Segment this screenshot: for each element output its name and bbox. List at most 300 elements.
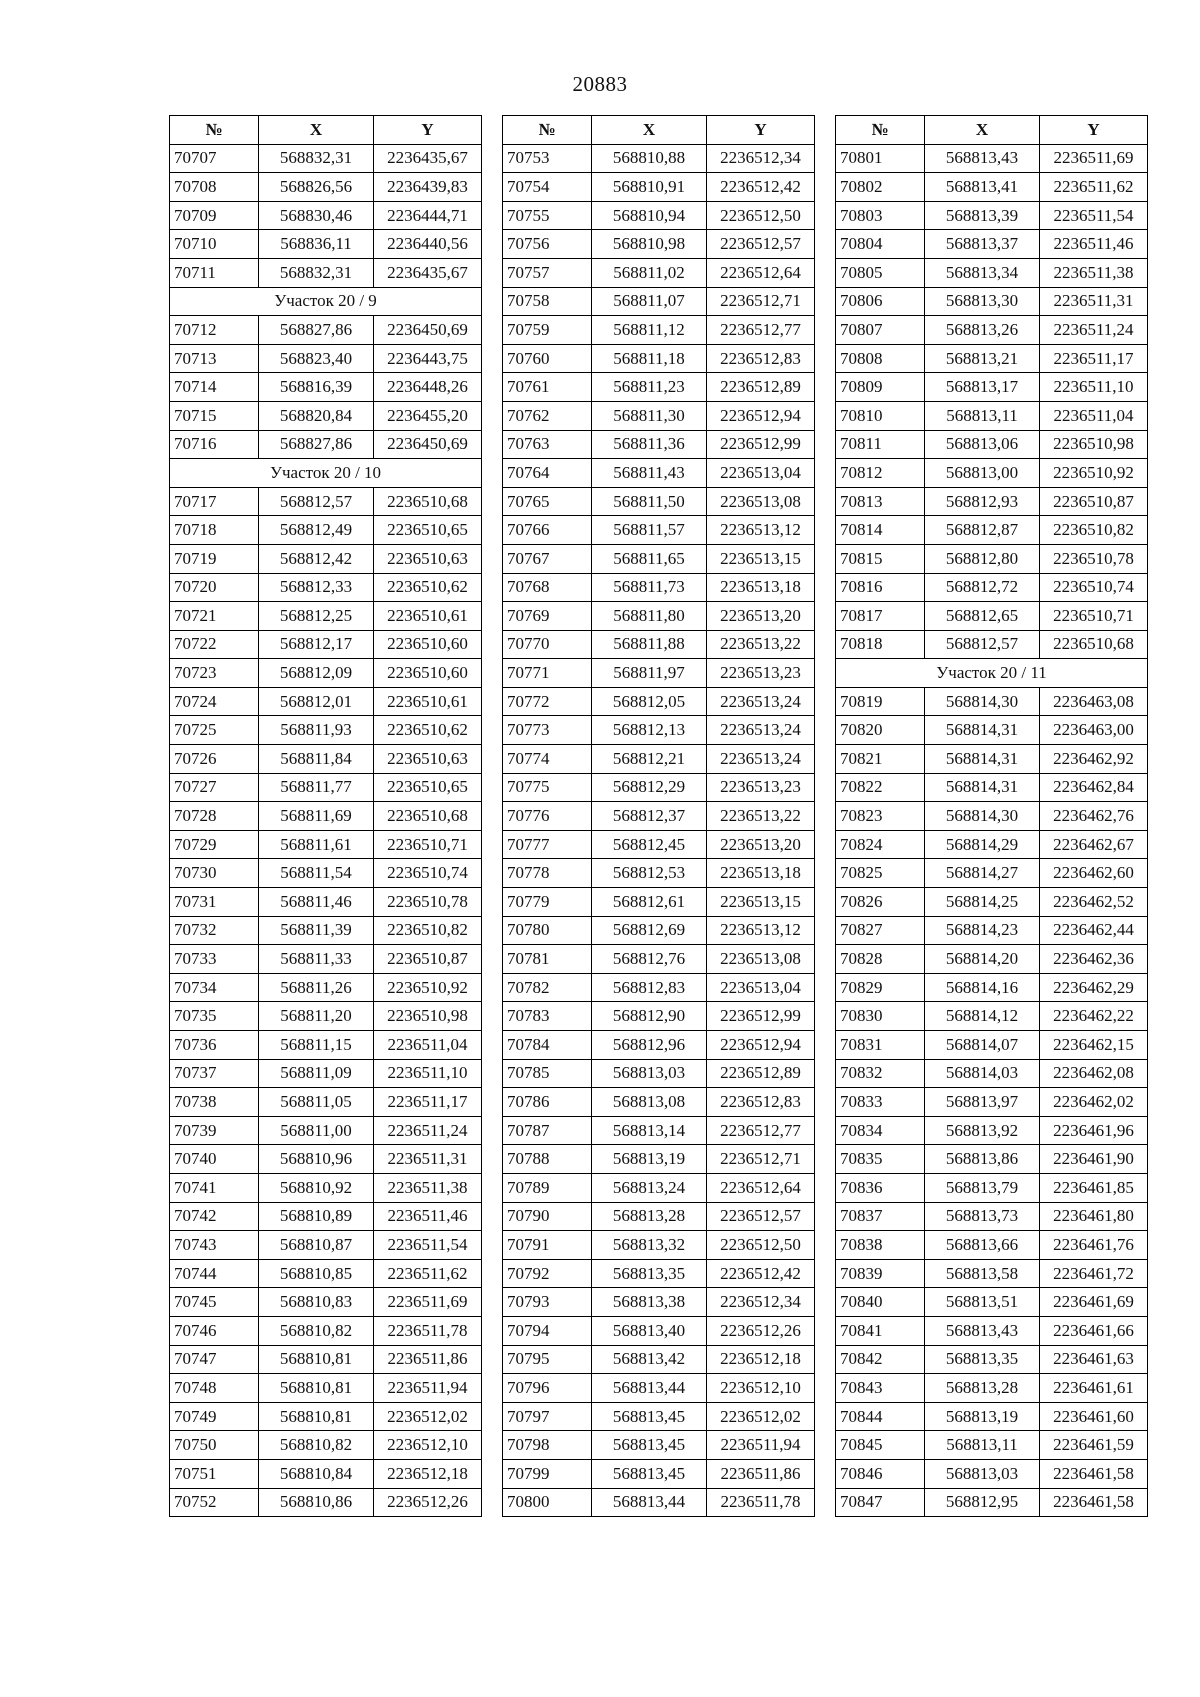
table-row <box>836 1431 1148 1460</box>
y-coordinate-cell: 2236461,59 <box>1040 1431 1148 1460</box>
y-coordinate-cell: 2236511,17 <box>374 1088 482 1117</box>
y-coordinate-cell: 2236462,52 <box>1040 888 1148 917</box>
table-row <box>170 373 482 402</box>
point-number-cell: 70816 <box>836 573 925 602</box>
table-row <box>503 1116 815 1145</box>
x-coordinate-cell: 568811,36 <box>592 430 707 459</box>
x-coordinate-cell: 568813,92 <box>925 1116 1040 1145</box>
point-number-cell: 70728 <box>170 802 259 831</box>
point-number-cell: 70796 <box>503 1374 592 1403</box>
y-coordinate-cell: 2236510,63 <box>374 745 482 774</box>
y-coordinate-cell: 2236513,24 <box>707 687 815 716</box>
table-row <box>170 1116 482 1145</box>
x-coordinate-cell: 568813,35 <box>592 1259 707 1288</box>
x-coordinate-cell: 568811,07 <box>592 287 707 316</box>
table-row <box>170 745 482 774</box>
table-row <box>170 316 482 345</box>
table-row <box>836 1088 1148 1117</box>
point-number-cell: 70738 <box>170 1088 259 1117</box>
point-number-cell: 70833 <box>836 1088 925 1117</box>
table-row <box>836 802 1148 831</box>
point-number-cell: 70725 <box>170 716 259 745</box>
y-coordinate-cell: 2236511,24 <box>374 1116 482 1145</box>
point-number-cell: 70764 <box>503 459 592 488</box>
y-coordinate-cell: 2236450,69 <box>374 430 482 459</box>
table-row <box>836 945 1148 974</box>
y-coordinate-cell: 2236461,80 <box>1040 1202 1148 1231</box>
y-coordinate-cell: 2236461,72 <box>1040 1259 1148 1288</box>
x-coordinate-cell: 568814,31 <box>925 773 1040 802</box>
coordinates-table <box>169 115 482 1517</box>
y-coordinate-cell: 2236462,84 <box>1040 773 1148 802</box>
y-coordinate-cell: 2236513,12 <box>707 916 815 945</box>
x-coordinate-cell: 568811,23 <box>592 373 707 402</box>
table-row <box>836 716 1148 745</box>
y-coordinate-cell: 2236461,76 <box>1040 1231 1148 1260</box>
y-coordinate-cell: 2236513,24 <box>707 745 815 774</box>
x-coordinate-cell: 568813,00 <box>925 459 1040 488</box>
table-row <box>836 258 1148 287</box>
table-row <box>836 602 1148 631</box>
y-coordinate-cell: 2236512,26 <box>374 1488 482 1517</box>
table-row <box>503 888 815 917</box>
y-coordinate-cell: 2236461,90 <box>1040 1145 1148 1174</box>
section-row <box>836 659 1148 688</box>
table-row <box>503 1259 815 1288</box>
x-coordinate-cell: 568810,82 <box>259 1431 374 1460</box>
table-row <box>836 916 1148 945</box>
point-number-cell: 70824 <box>836 830 925 859</box>
point-number-cell: 70740 <box>170 1145 259 1174</box>
table-row <box>170 1316 482 1345</box>
y-coordinate-cell: 2236512,77 <box>707 1116 815 1145</box>
y-coordinate-cell: 2236462,60 <box>1040 859 1148 888</box>
y-coordinate-cell: 2236510,82 <box>374 916 482 945</box>
table-row <box>836 888 1148 917</box>
x-coordinate-cell: 568811,84 <box>259 745 374 774</box>
table-row <box>503 144 815 173</box>
y-coordinate-cell: 2236513,24 <box>707 716 815 745</box>
y-coordinate-cell: 2236510,71 <box>1040 602 1148 631</box>
point-number-cell: 70795 <box>503 1345 592 1374</box>
y-coordinate-cell: 2236511,04 <box>1040 401 1148 430</box>
point-number-cell: 70841 <box>836 1316 925 1345</box>
y-coordinate-cell: 2236512,71 <box>707 1145 815 1174</box>
point-number-cell: 70767 <box>503 544 592 573</box>
point-number-cell: 70831 <box>836 1031 925 1060</box>
y-coordinate-cell: 2236462,44 <box>1040 916 1148 945</box>
table-row <box>503 1231 815 1260</box>
point-number-cell: 70815 <box>836 544 925 573</box>
point-number-cell: 70744 <box>170 1259 259 1288</box>
x-coordinate-cell: 568813,51 <box>925 1288 1040 1317</box>
point-number-cell: 70712 <box>170 316 259 345</box>
x-coordinate-cell: 568836,11 <box>259 230 374 259</box>
point-number-cell: 70787 <box>503 1116 592 1145</box>
x-coordinate-cell: 568813,30 <box>925 287 1040 316</box>
x-coordinate-cell: 568813,32 <box>592 1231 707 1260</box>
point-number-cell: 70819 <box>836 687 925 716</box>
coordinates-table <box>502 115 815 1517</box>
table-row <box>836 1402 1148 1431</box>
x-coordinate-cell: 568812,57 <box>259 487 374 516</box>
x-coordinate-cell: 568812,80 <box>925 544 1040 573</box>
point-number-cell: 70753 <box>503 144 592 173</box>
table-row <box>503 687 815 716</box>
point-number-cell: 70715 <box>170 401 259 430</box>
x-coordinate-cell: 568810,98 <box>592 230 707 259</box>
point-number-cell: 70845 <box>836 1431 925 1460</box>
table-row <box>503 945 815 974</box>
y-coordinate-cell: 2236510,63 <box>374 544 482 573</box>
x-coordinate-cell: 568812,33 <box>259 573 374 602</box>
point-number-cell: 70751 <box>170 1459 259 1488</box>
table-row <box>503 1288 815 1317</box>
y-coordinate-cell: 2236462,36 <box>1040 945 1148 974</box>
point-number-cell: 70758 <box>503 287 592 316</box>
table-row <box>170 630 482 659</box>
table-row <box>503 401 815 430</box>
x-coordinate-cell: 568813,28 <box>592 1202 707 1231</box>
table-row <box>503 1031 815 1060</box>
point-number-cell: 70820 <box>836 716 925 745</box>
y-coordinate-cell: 2236443,75 <box>374 344 482 373</box>
y-coordinate-cell: 2236512,83 <box>707 344 815 373</box>
x-coordinate-cell: 568812,25 <box>259 602 374 631</box>
x-coordinate-cell: 568811,57 <box>592 516 707 545</box>
point-number-cell: 70783 <box>503 1002 592 1031</box>
point-number-cell: 70793 <box>503 1288 592 1317</box>
table-row <box>170 1031 482 1060</box>
x-coordinate-cell: 568811,97 <box>592 659 707 688</box>
y-coordinate-cell: 2236512,18 <box>374 1459 482 1488</box>
x-coordinate-cell: 568810,88 <box>592 144 707 173</box>
x-coordinate-cell: 568812,45 <box>592 830 707 859</box>
x-coordinate-cell: 568812,65 <box>925 602 1040 631</box>
x-coordinate-cell: 568812,21 <box>592 745 707 774</box>
y-coordinate-cell: 2236510,60 <box>374 630 482 659</box>
table-row <box>170 516 482 545</box>
x-coordinate-cell: 568813,37 <box>925 230 1040 259</box>
x-coordinate-cell: 568813,45 <box>592 1402 707 1431</box>
table-row <box>170 544 482 573</box>
x-coordinate-cell: 568811,54 <box>259 859 374 888</box>
x-coordinate-cell: 568813,11 <box>925 1431 1040 1460</box>
x-coordinate-cell: 568810,81 <box>259 1374 374 1403</box>
x-coordinate-cell: 568813,26 <box>925 316 1040 345</box>
y-coordinate-cell: 2236512,34 <box>707 1288 815 1317</box>
x-coordinate-cell: 568813,17 <box>925 373 1040 402</box>
x-coordinate-cell: 568813,58 <box>925 1259 1040 1288</box>
y-coordinate-cell: 2236512,34 <box>707 144 815 173</box>
x-coordinate-cell: 568811,00 <box>259 1116 374 1145</box>
y-coordinate-cell: 2236512,94 <box>707 1031 815 1060</box>
y-coordinate-cell: 2236462,15 <box>1040 1031 1148 1060</box>
x-coordinate-cell: 568811,18 <box>592 344 707 373</box>
point-number-cell: 70811 <box>836 430 925 459</box>
table-row <box>503 1345 815 1374</box>
table-row <box>503 1402 815 1431</box>
point-number-cell: 70799 <box>503 1459 592 1488</box>
x-coordinate-cell: 568812,87 <box>925 516 1040 545</box>
point-number-cell: 70818 <box>836 630 925 659</box>
x-coordinate-cell: 568813,40 <box>592 1316 707 1345</box>
table-row <box>836 401 1148 430</box>
header-y: Y <box>374 116 482 145</box>
table-row <box>503 1145 815 1174</box>
x-coordinate-cell: 568813,03 <box>592 1059 707 1088</box>
table-row <box>503 1374 815 1403</box>
table-row <box>170 1145 482 1174</box>
point-number-cell: 70707 <box>170 144 259 173</box>
table-row <box>503 573 815 602</box>
y-coordinate-cell: 2236439,83 <box>374 173 482 202</box>
y-coordinate-cell: 2236512,57 <box>707 230 815 259</box>
x-coordinate-cell: 568823,40 <box>259 344 374 373</box>
y-coordinate-cell: 2236510,87 <box>374 945 482 974</box>
point-number-cell: 70839 <box>836 1259 925 1288</box>
table-row <box>503 544 815 573</box>
x-coordinate-cell: 568812,76 <box>592 945 707 974</box>
point-number-cell: 70826 <box>836 888 925 917</box>
table-row <box>503 916 815 945</box>
section-row <box>170 459 482 488</box>
y-coordinate-cell: 2236511,31 <box>374 1145 482 1174</box>
table-row <box>836 1231 1148 1260</box>
table-row <box>836 144 1148 173</box>
table-row <box>836 487 1148 516</box>
x-coordinate-cell: 568813,14 <box>592 1116 707 1145</box>
y-coordinate-cell: 2236510,60 <box>374 659 482 688</box>
x-coordinate-cell: 568812,13 <box>592 716 707 745</box>
header-number: № <box>503 116 592 145</box>
y-coordinate-cell: 2236435,67 <box>374 258 482 287</box>
table-row <box>836 1374 1148 1403</box>
point-number-cell: 70843 <box>836 1374 925 1403</box>
y-coordinate-cell: 2236511,54 <box>1040 201 1148 230</box>
y-coordinate-cell: 2236435,67 <box>374 144 482 173</box>
point-number-cell: 70763 <box>503 430 592 459</box>
point-number-cell: 70760 <box>503 344 592 373</box>
x-coordinate-cell: 568812,69 <box>592 916 707 945</box>
x-coordinate-cell: 568811,09 <box>259 1059 374 1088</box>
point-number-cell: 70721 <box>170 602 259 631</box>
y-coordinate-cell: 2236463,00 <box>1040 716 1148 745</box>
point-number-cell: 70726 <box>170 745 259 774</box>
table-row <box>170 602 482 631</box>
x-coordinate-cell: 568812,53 <box>592 859 707 888</box>
point-number-cell: 70827 <box>836 916 925 945</box>
x-coordinate-cell: 568812,93 <box>925 487 1040 516</box>
x-coordinate-cell: 568813,97 <box>925 1088 1040 1117</box>
x-coordinate-cell: 568813,45 <box>592 1431 707 1460</box>
x-coordinate-cell: 568811,02 <box>592 258 707 287</box>
x-coordinate-cell: 568813,86 <box>925 1145 1040 1174</box>
x-coordinate-cell: 568813,42 <box>592 1345 707 1374</box>
table-row <box>503 602 815 631</box>
y-coordinate-cell: 2236510,92 <box>374 973 482 1002</box>
table-row <box>503 430 815 459</box>
table-row <box>170 173 482 202</box>
x-coordinate-cell: 568810,94 <box>592 201 707 230</box>
y-coordinate-cell: 2236511,62 <box>374 1259 482 1288</box>
point-number-cell: 70797 <box>503 1402 592 1431</box>
x-coordinate-cell: 568813,34 <box>925 258 1040 287</box>
table-row <box>170 1059 482 1088</box>
point-number-cell: 70829 <box>836 973 925 1002</box>
y-coordinate-cell: 2236463,08 <box>1040 687 1148 716</box>
point-number-cell: 70821 <box>836 745 925 774</box>
section-row <box>170 287 482 316</box>
x-coordinate-cell: 568814,31 <box>925 716 1040 745</box>
point-number-cell: 70722 <box>170 630 259 659</box>
y-coordinate-cell: 2236511,17 <box>1040 344 1148 373</box>
x-coordinate-cell: 568814,23 <box>925 916 1040 945</box>
coordinates-table <box>835 115 1148 1517</box>
point-number-cell: 70847 <box>836 1488 925 1517</box>
x-coordinate-cell: 568811,93 <box>259 716 374 745</box>
point-number-cell: 70752 <box>170 1488 259 1517</box>
y-coordinate-cell: 2236461,61 <box>1040 1374 1148 1403</box>
point-number-cell: 70759 <box>503 316 592 345</box>
point-number-cell: 70789 <box>503 1173 592 1202</box>
x-coordinate-cell: 568814,16 <box>925 973 1040 1002</box>
x-coordinate-cell: 568813,24 <box>592 1173 707 1202</box>
point-number-cell: 70762 <box>503 401 592 430</box>
x-coordinate-cell: 568811,46 <box>259 888 374 917</box>
table-row <box>836 516 1148 545</box>
point-number-cell: 70754 <box>503 173 592 202</box>
point-number-cell: 70791 <box>503 1231 592 1260</box>
y-coordinate-cell: 2236450,69 <box>374 316 482 345</box>
table-header-row <box>170 116 482 145</box>
x-coordinate-cell: 568811,12 <box>592 316 707 345</box>
x-coordinate-cell: 568814,03 <box>925 1059 1040 1088</box>
x-coordinate-cell: 568812,57 <box>925 630 1040 659</box>
point-number-cell: 70817 <box>836 602 925 631</box>
table-row <box>170 830 482 859</box>
table-row <box>836 544 1148 573</box>
y-coordinate-cell: 2236448,26 <box>374 373 482 402</box>
point-number-cell: 70844 <box>836 1402 925 1431</box>
table-row <box>503 373 815 402</box>
table-row <box>836 1002 1148 1031</box>
point-number-cell: 70825 <box>836 859 925 888</box>
point-number-cell: 70840 <box>836 1288 925 1317</box>
x-coordinate-cell: 568810,84 <box>259 1459 374 1488</box>
x-coordinate-cell: 568813,11 <box>925 401 1040 430</box>
point-number-cell: 70766 <box>503 516 592 545</box>
point-number-cell: 70823 <box>836 802 925 831</box>
x-coordinate-cell: 568813,79 <box>925 1173 1040 1202</box>
x-coordinate-cell: 568813,38 <box>592 1288 707 1317</box>
y-coordinate-cell: 2236510,68 <box>374 487 482 516</box>
y-coordinate-cell: 2236462,67 <box>1040 830 1148 859</box>
point-number-cell: 70836 <box>836 1173 925 1202</box>
point-number-cell: 70771 <box>503 659 592 688</box>
header-x: X <box>592 116 707 145</box>
point-number-cell: 70713 <box>170 344 259 373</box>
table-row <box>170 659 482 688</box>
point-number-cell: 70730 <box>170 859 259 888</box>
y-coordinate-cell: 2236510,82 <box>1040 516 1148 545</box>
y-coordinate-cell: 2236513,08 <box>707 945 815 974</box>
x-coordinate-cell: 568811,50 <box>592 487 707 516</box>
y-coordinate-cell: 2236462,22 <box>1040 1002 1148 1031</box>
x-coordinate-cell: 568811,61 <box>259 830 374 859</box>
x-coordinate-cell: 568810,81 <box>259 1345 374 1374</box>
x-coordinate-cell: 568816,39 <box>259 373 374 402</box>
table-row <box>836 687 1148 716</box>
table-row <box>170 1345 482 1374</box>
table-row <box>170 1431 482 1460</box>
y-coordinate-cell: 2236513,18 <box>707 859 815 888</box>
x-coordinate-cell: 568813,19 <box>925 1402 1040 1431</box>
x-coordinate-cell: 568814,20 <box>925 945 1040 974</box>
point-number-cell: 70749 <box>170 1402 259 1431</box>
table-row <box>503 487 815 516</box>
x-coordinate-cell: 568810,87 <box>259 1231 374 1260</box>
header-x: X <box>925 116 1040 145</box>
point-number-cell: 70779 <box>503 888 592 917</box>
point-number-cell: 70794 <box>503 1316 592 1345</box>
x-coordinate-cell: 568813,28 <box>925 1374 1040 1403</box>
point-number-cell: 70784 <box>503 1031 592 1060</box>
y-coordinate-cell: 2236510,62 <box>374 573 482 602</box>
table-row <box>836 1288 1148 1317</box>
y-coordinate-cell: 2236512,83 <box>707 1088 815 1117</box>
table-row <box>170 144 482 173</box>
x-coordinate-cell: 568813,35 <box>925 1345 1040 1374</box>
y-coordinate-cell: 2236512,50 <box>707 201 815 230</box>
point-number-cell: 70778 <box>503 859 592 888</box>
header-number: № <box>170 116 259 145</box>
y-coordinate-cell: 2236510,74 <box>374 859 482 888</box>
y-coordinate-cell: 2236512,99 <box>707 430 815 459</box>
x-coordinate-cell: 568813,44 <box>592 1374 707 1403</box>
x-coordinate-cell: 568814,30 <box>925 802 1040 831</box>
x-coordinate-cell: 568812,95 <box>925 1488 1040 1517</box>
x-coordinate-cell: 568830,46 <box>259 201 374 230</box>
point-number-cell: 70757 <box>503 258 592 287</box>
y-coordinate-cell: 2236511,46 <box>374 1202 482 1231</box>
table-row <box>836 344 1148 373</box>
table-row <box>503 659 815 688</box>
y-coordinate-cell: 2236512,57 <box>707 1202 815 1231</box>
table-row <box>503 1002 815 1031</box>
x-coordinate-cell: 568813,08 <box>592 1088 707 1117</box>
point-number-cell: 70804 <box>836 230 925 259</box>
y-coordinate-cell: 2236461,58 <box>1040 1459 1148 1488</box>
point-number-cell: 70785 <box>503 1059 592 1088</box>
point-number-cell: 70842 <box>836 1345 925 1374</box>
y-coordinate-cell: 2236513,22 <box>707 630 815 659</box>
x-coordinate-cell: 568811,05 <box>259 1088 374 1117</box>
y-coordinate-cell: 2236511,10 <box>1040 373 1148 402</box>
y-coordinate-cell: 2236510,61 <box>374 687 482 716</box>
x-coordinate-cell: 568810,91 <box>592 173 707 202</box>
table-row <box>836 1316 1148 1345</box>
x-coordinate-cell: 568813,19 <box>592 1145 707 1174</box>
table-row <box>170 401 482 430</box>
x-coordinate-cell: 568811,43 <box>592 459 707 488</box>
table-row <box>503 173 815 202</box>
table-row <box>503 773 815 802</box>
point-number-cell: 70765 <box>503 487 592 516</box>
table-row <box>170 945 482 974</box>
y-coordinate-cell: 2236511,78 <box>374 1316 482 1345</box>
table-row <box>503 201 815 230</box>
